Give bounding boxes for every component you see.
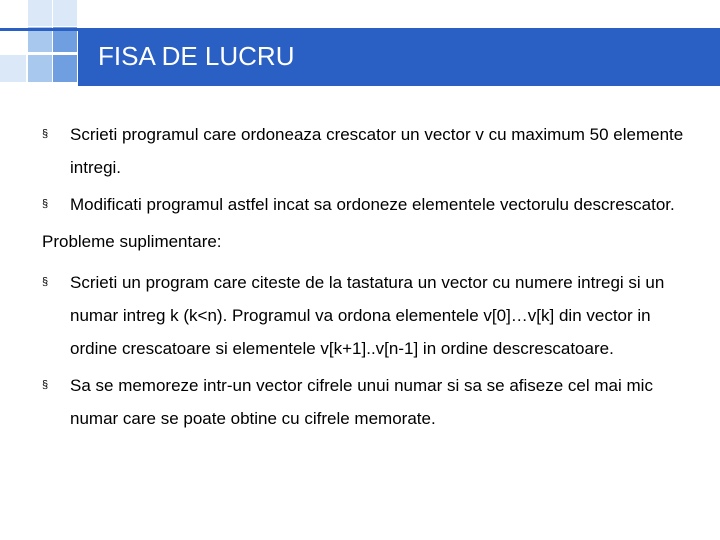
decor-square	[53, 55, 77, 82]
slide-title: FISA DE LUCRU	[98, 41, 295, 71]
slide-content	[42, 118, 702, 435]
decor-square	[53, 0, 77, 26]
list-item-text: Sa se memoreze intr-un vector cifrele unui numar si sa se afiseze cel mai mic numar care se poate obtine cu cifrele memorate.	[70, 376, 653, 428]
list-item	[42, 188, 702, 221]
list-item	[42, 369, 702, 435]
list-item-text: Scrieti un program care citeste de la tastatura un vector cu numere intregi si un numar intreg k (k<n). Programul va ordona elementele v[0]…v[k] din vector in ordine crescatoare si elementele v[k+1]..v[n-1] in ordine descrescatoare.	[70, 273, 665, 358]
bullet-icon: §	[42, 198, 49, 210]
bullet-icon: §	[42, 276, 49, 288]
bullet-icon: §	[42, 379, 49, 391]
title-strip	[0, 28, 78, 31]
list-item-text: Modificati programul astfel incat sa ordoneze elementele vectorulu descrescator.	[70, 195, 675, 214]
subheading: Probleme suplimentare:	[42, 232, 222, 251]
decor-square	[0, 55, 26, 82]
list-item-text: Scrieti programul care ordoneaza crescator un vector v cu maximum 50 elemente intregi.	[70, 125, 684, 177]
list-item	[42, 266, 702, 365]
bullet-icon: §	[42, 128, 49, 140]
list-item	[42, 118, 702, 184]
decor-square	[28, 55, 52, 82]
decor-square	[28, 0, 52, 26]
